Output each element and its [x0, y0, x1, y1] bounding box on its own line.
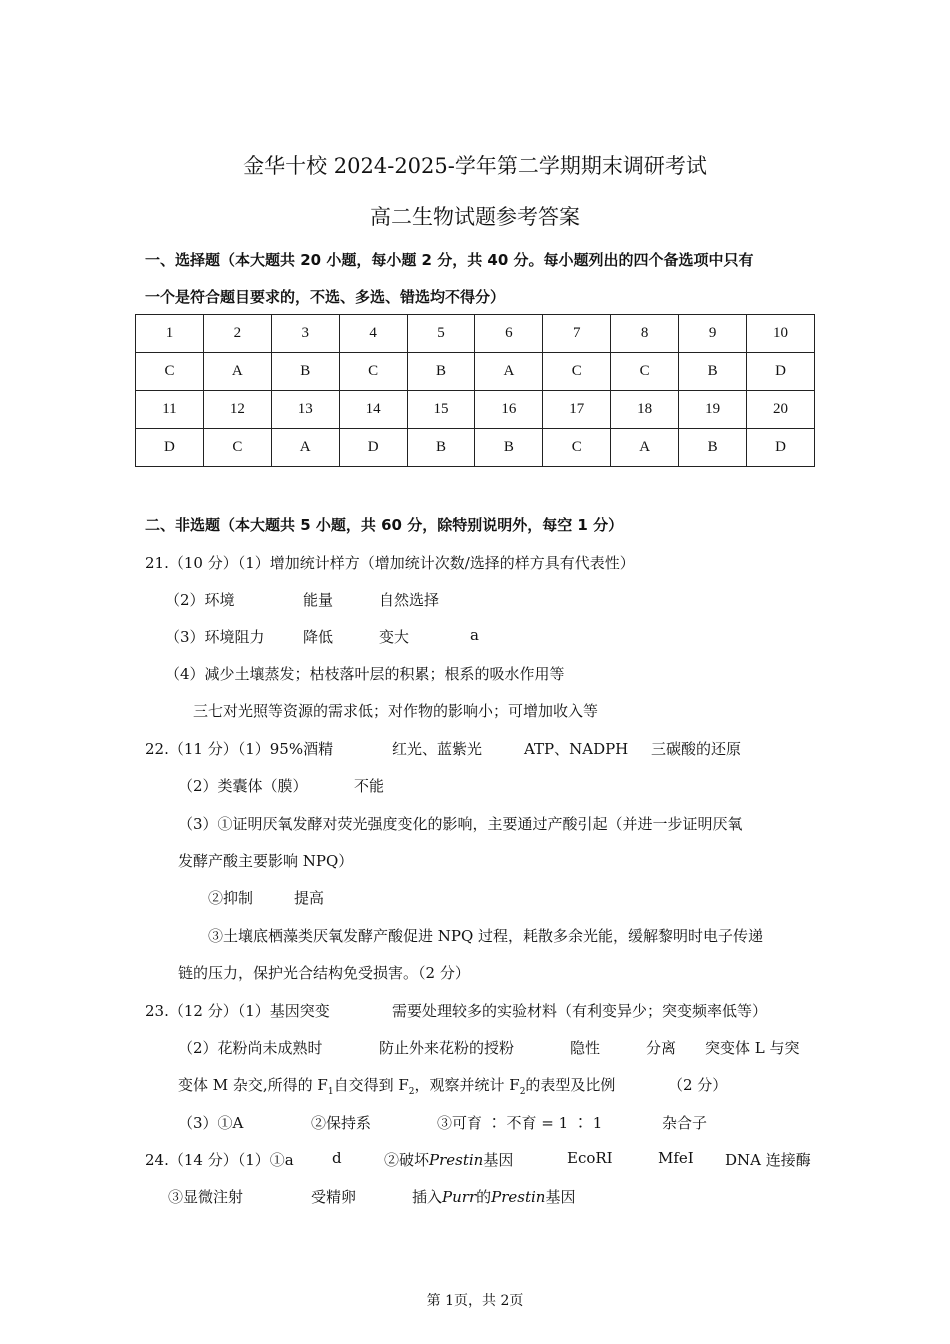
answer-cell: C	[543, 429, 611, 467]
section2-heading: 二、非选题（本大题共 5 小题，共 60 分，除特别说明外，每空 1 分）	[145, 516, 624, 534]
answer-cell: A	[611, 429, 679, 467]
q21-3-ans-b: 降低	[303, 628, 334, 646]
q23-3-sub1: 1	[327, 1087, 334, 1097]
exam-title: 金华十校 2024-2025-学年第二学期期末调研考试	[243, 154, 707, 178]
q22-3-ans-2a: ②抑制	[208, 889, 254, 907]
section1-heading-line1: 一、选择题（本大题共 20 小题，每小题 2 分，共 40 分。每小题列出的四个备选项中只有	[145, 251, 754, 269]
answer-cell: C	[203, 429, 271, 467]
q21-line3	[165, 626, 479, 647]
q24-1-ans-b: d	[332, 1149, 342, 1167]
q23-4-ans-d: 杂合子	[662, 1114, 708, 1132]
answer-cell: D	[747, 353, 815, 391]
question-number-cell: 17	[543, 391, 611, 429]
question-number-cell: 14	[339, 391, 407, 429]
question-number-cell: 3	[271, 315, 339, 353]
q23-2-ans-d: 分离	[646, 1039, 677, 1057]
q23-line4	[178, 1112, 708, 1133]
q23-2-ans-c: 隐性	[570, 1039, 601, 1057]
q22-line5	[208, 887, 325, 908]
q23-line3	[178, 1074, 728, 1097]
answer-cell: C	[339, 353, 407, 391]
page-footer: 第 1页，共 2页	[426, 1293, 524, 1309]
q23-4-ans-b: ②保持系	[311, 1114, 372, 1132]
question-number-cell: 13	[271, 391, 339, 429]
question-number-cell: 11	[136, 391, 204, 429]
question-number-cell: 7	[543, 315, 611, 353]
q23-line1	[145, 1000, 768, 1021]
q24-1-ans-a: 24.（14 分）（1）①a	[145, 1151, 294, 1169]
question-number-cell: 10	[747, 315, 815, 353]
q24-1-ans-c	[384, 1149, 513, 1170]
question-number-row	[136, 391, 815, 429]
q22-1-ans-a: 22.（11 分）（1）95%酒精	[145, 740, 334, 758]
question-number-cell: 1	[136, 315, 204, 353]
question-number-cell: 6	[475, 315, 543, 353]
q23-4-ans-a: （3）①A	[178, 1114, 244, 1132]
answer-cell: D	[747, 429, 815, 467]
q23-4-ans-c: ③可育 ∶ 不育 = 1 ∶ 1	[437, 1114, 603, 1132]
q23-3-sub2: 2	[408, 1087, 415, 1097]
q24-1-ans-i-post: 基因	[545, 1188, 576, 1206]
answer-cell: B	[271, 353, 339, 391]
question-number-cell: 4	[339, 315, 407, 353]
answer-cell: A	[271, 429, 339, 467]
question-number-cell: 9	[679, 315, 747, 353]
answer-cell: B	[475, 429, 543, 467]
q24-1-ans-i	[412, 1186, 575, 1207]
answer-cell: C	[611, 353, 679, 391]
q24-line2	[168, 1186, 576, 1207]
question-number-row	[136, 315, 815, 353]
answer-cell: D	[339, 429, 407, 467]
q24-1-ans-c-pre: ②破坏	[384, 1151, 430, 1169]
q23-2-ans-b: 防止外来花粉的授粉	[379, 1039, 515, 1057]
q21-2-ans-a: （2）环境	[165, 591, 235, 609]
q24-1-ans-e: MfeⅠ	[658, 1149, 694, 1167]
q24-1-ans-d: EcoRⅠ	[567, 1149, 613, 1167]
answer-row	[136, 353, 815, 391]
q23-3-score: （2 分）	[668, 1076, 728, 1094]
q22-1-ans-d: 三碳酸的还原	[651, 740, 742, 758]
q22-2-ans-b: 不能	[354, 777, 385, 795]
q24-1-ans-h: 受精卵	[311, 1188, 357, 1206]
question-number-cell: 5	[407, 315, 475, 353]
q22-3-ans-2b: 提高	[294, 889, 325, 907]
q22-1-ans-c: ATP、NADPH	[524, 740, 629, 758]
answer-cell: B	[679, 353, 747, 391]
exam-subtitle: 高二生物试题参考答案	[370, 205, 580, 229]
q24-1-ans-f: DNA 连接酶	[725, 1151, 811, 1169]
q22-line3: （3）①证明厌氧发酵对荧光强度变化的影响，主要通过产酸引起（并进一步证明厌氧	[178, 815, 743, 833]
q24-1-ans-i-gene2: Prestin	[491, 1188, 546, 1206]
q23-1-ans-a: 23.（12 分）（1）基因突变	[145, 1002, 330, 1020]
q23-3-text-d: 的表型及比例	[525, 1076, 616, 1094]
q21-line5: 三七对光照等资源的需求低；对作物的影响小；可增加收入等	[193, 702, 599, 720]
q21-2-ans-c: 自然选择	[379, 591, 440, 609]
choice-answer-table	[135, 314, 815, 467]
answer-cell: A	[203, 353, 271, 391]
q22-line1	[145, 738, 742, 759]
answer-cell: B	[679, 429, 747, 467]
q23-3-sub3: 2	[519, 1087, 526, 1097]
q23-3-text-c: ，观察并统计 F	[414, 1076, 520, 1094]
q22-line4: 发酵产酸主要影响 NPQ）	[178, 852, 354, 870]
q22-line7: 链的压力，保护光合结构免受损害。（2 分）	[178, 964, 470, 982]
section1-heading-line2: 一个是符合题目要求的，不选、多选、错选均不得分）	[145, 288, 506, 306]
q24-1-ans-i-pre: 插入	[412, 1188, 443, 1206]
answer-cell: D	[136, 429, 204, 467]
q23-3-text-b: 自交得到 F	[333, 1076, 409, 1094]
q24-1-ans-i-mid: 的	[476, 1188, 492, 1206]
q23-1-ans-b: 需要处理较多的实验材料（有利变异少；突变频率低等）	[392, 1002, 768, 1020]
question-number-cell: 20	[747, 391, 815, 429]
q24-1-ans-i-gene1: Purr	[442, 1188, 477, 1206]
q22-2-ans-a: （2）类囊体（膜）	[178, 777, 308, 795]
q22-1-ans-b: 红光、蓝紫光	[392, 740, 483, 758]
q23-2-ans-a: （2）花粉尚未成熟时	[178, 1039, 323, 1057]
q21-2-ans-b: 能量	[303, 591, 334, 609]
q24-1-ans-c-post: 基因	[483, 1151, 514, 1169]
question-number-cell: 15	[407, 391, 475, 429]
q21-3-ans-c: 变大	[379, 628, 410, 646]
answer-cell: C	[136, 353, 204, 391]
q23-line2	[178, 1037, 800, 1058]
q23-2-ans-e: 突变体 L 与突	[705, 1039, 800, 1057]
answer-cell: B	[407, 429, 475, 467]
question-number-cell: 2	[203, 315, 271, 353]
answer-cell: C	[543, 353, 611, 391]
answer-row	[136, 429, 815, 467]
q22-line2	[178, 775, 385, 796]
q21-line4: （4）减少土壤蒸发；枯枝落叶层的积累；根系的吸水作用等	[165, 665, 565, 683]
q24-line1	[145, 1149, 811, 1170]
q21-line2	[165, 589, 440, 610]
question-number-cell: 19	[679, 391, 747, 429]
question-number-cell: 12	[203, 391, 271, 429]
question-number-cell: 8	[611, 315, 679, 353]
q21-line1: 21.（10 分）（1）增加统计样方（增加统计次数/选择的样方具有代表性）	[145, 554, 635, 572]
question-number-cell: 18	[611, 391, 679, 429]
q21-3-ans-d: a	[470, 626, 479, 644]
q21-3-ans-a: （3）环境阻力	[165, 628, 265, 646]
q24-1-ans-c-gene: Prestin	[429, 1151, 484, 1169]
question-number-cell: 16	[475, 391, 543, 429]
q22-line6: ③土壤底栖藻类厌氧发酵产酸促进 NPQ 过程，耗散多余光能，缓解黎明时电子传递	[208, 927, 764, 945]
answer-cell: B	[407, 353, 475, 391]
answer-cell: A	[475, 353, 543, 391]
q24-1-ans-g: ③显微注射	[168, 1188, 244, 1206]
q23-3-text-a: 变体 M 杂交,所得的 F	[178, 1076, 328, 1094]
